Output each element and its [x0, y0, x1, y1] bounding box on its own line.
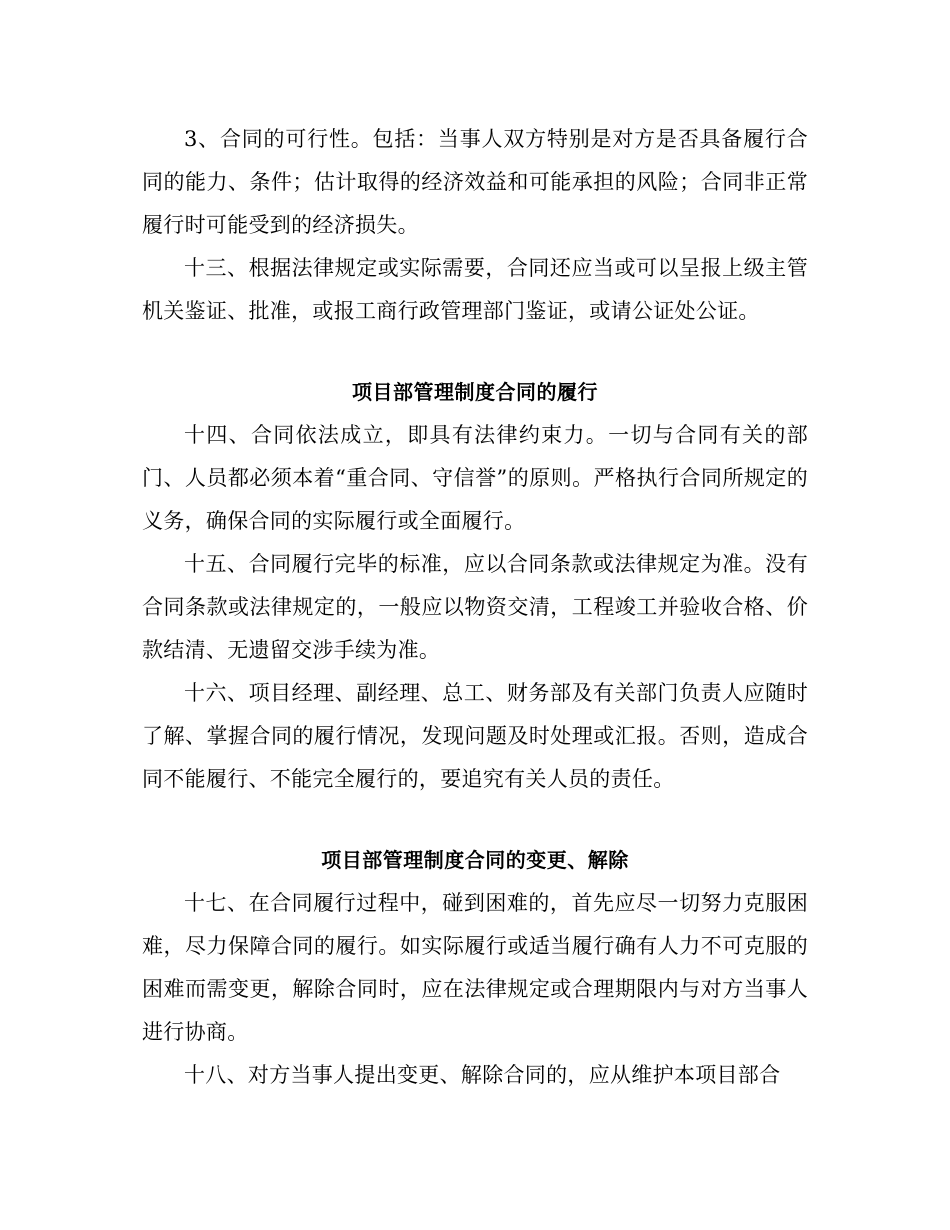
- section-heading-change-termination: 项目部管理制度合同的变更、解除: [321, 848, 629, 872]
- section-gap: [142, 333, 808, 371]
- paragraph-14: 十四、合同依法成立，即具有法律约束力。一切与合同有关的部门、人员都必须本着“重合同、守信誉”的原则。严格执行合同所规定的义务，确保合同的实际履行或全面履行。: [142, 423, 808, 533]
- section-gap: [142, 801, 808, 839]
- paragraph-13: 十三、根据法律规定或实际需要，合同还应当或可以呈报上级主管机关鉴证、批准，或报工商行政管理部门鉴证，或请公证处公证。: [142, 256, 808, 323]
- paragraph-feasibility: 3、合同的可行性。包括：当事人双方特别是对方是否具备履行合同的能力、条件；估计取得的经济效益和可能承担的风险；合同非正常履行时可能受到的经济损失。: [142, 127, 808, 237]
- paragraph-15: 十五、合同履行完毕的标准，应以合同条款或法律规定为准。没有合同条款或法律规定的，一般应以物资交清，工程竣工并验收合格、价款结清、无遗留交涉手续为准。: [142, 552, 808, 662]
- paragraph-16: 十六、项目经理、副经理、总工、财务部及有关部门负责人应随时了解、掌握合同的履行情况，发现问题及时处理或汇报。否则，造成合同不能履行、不能完全履行的，要追究有关人员的责任。: [142, 681, 808, 791]
- paragraph-17: 十七、在合同履行过程中，碰到困难的，首先应尽一切努力克服困难，尽力保障合同的履行。如实际履行或适当履行确有人力不可克服的困难而需变更，解除合同时，应在法律规定或合理期限内与对方当事人进行协商。: [142, 891, 808, 1044]
- section-heading-performance: 项目部管理制度合同的履行: [352, 380, 598, 404]
- paragraph-18: 十八、对方当事人提出变更、解除合同的，应从维护本项目部合: [184, 1063, 781, 1087]
